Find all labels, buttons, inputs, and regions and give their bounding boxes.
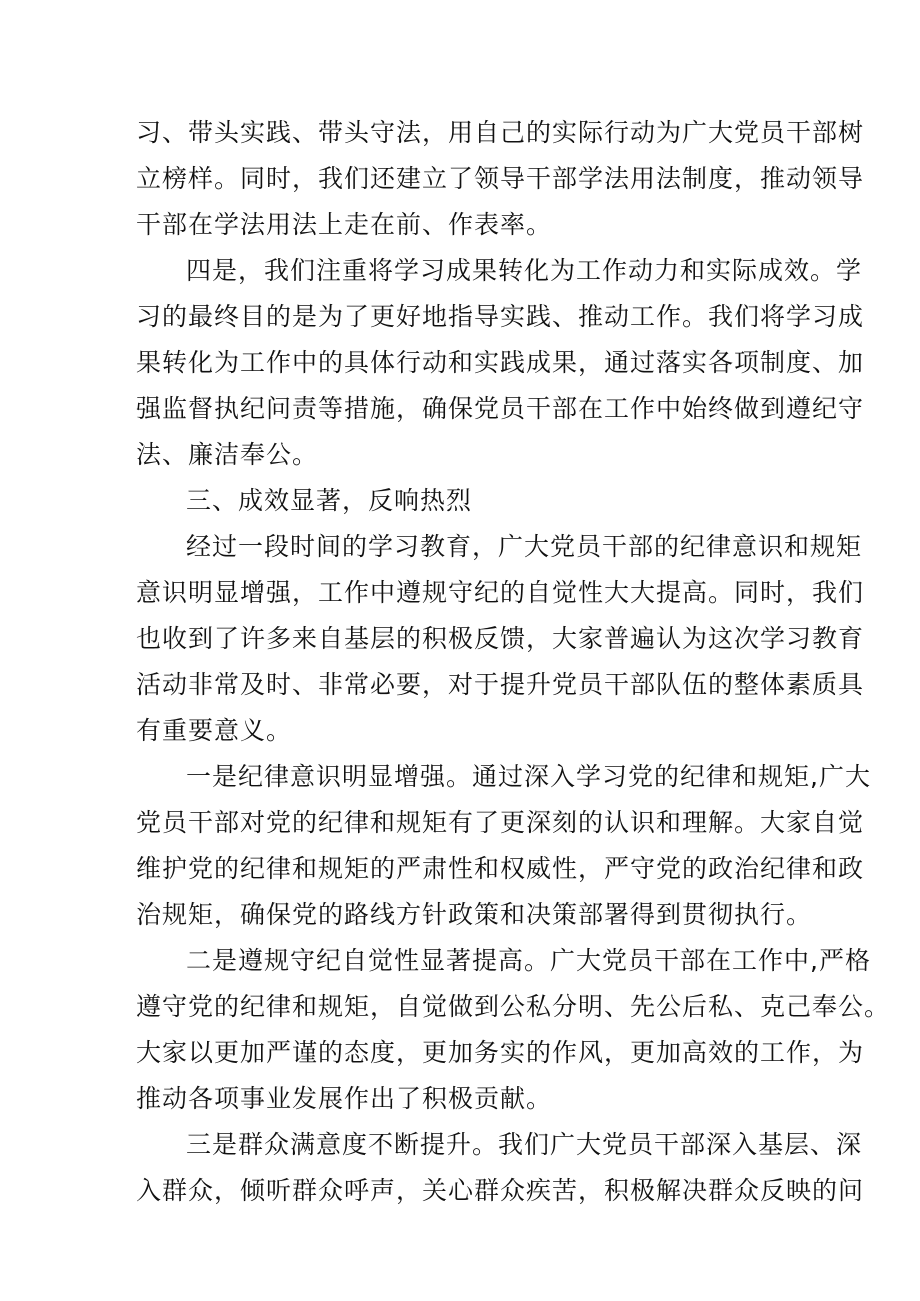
- text-line: 入群众，倾听群众呼声，关心群众疾苦，积极解决群众反映的问: [136, 1176, 865, 1205]
- heading-line: 三、成效显著，反响热烈: [186, 486, 473, 515]
- text-line: 干部在学法用法上走在前、作表率。: [136, 210, 553, 239]
- text-line: 党员干部对党的纪律和规矩有了更深刻的认识和理解。大家自觉: [136, 808, 865, 837]
- text-line: 果转化为工作中的具体行动和实践成果，通过落实各项制度、加: [136, 348, 865, 377]
- text-line: 法、廉洁奉公。: [136, 440, 319, 469]
- text-line: 经过一段时间的学习教育，广大党员干部的纪律意识和规矩: [186, 532, 863, 561]
- text-line: 习、带头实践、带头守法，用自己的实际行动为广大党员干部树: [136, 118, 865, 147]
- text-line: 大家以更加严谨的态度，更加务实的作风，更加高效的工作，为: [136, 1038, 865, 1067]
- paragraph-intro: [136, 524, 865, 754]
- text-line: 一是纪律意识明显增强。通过深入学习党的纪律和规矩,广大: [186, 762, 871, 791]
- text-line: 遵守党的纪律和规矩，自觉做到公私分明、先公后私、克己奉公。: [136, 992, 891, 1021]
- text-line: 有重要意义。: [136, 716, 293, 745]
- paragraph-point-four: [136, 248, 865, 478]
- text-line: 立榜样。同时，我们还建立了领导干部学法用法制度，推动领导: [136, 164, 865, 193]
- text-line: 强监督执纪问责等措施，确保党员干部在工作中始终做到遵纪守: [136, 394, 865, 423]
- text-line: 推动各项事业发展作出了积极贡献。: [136, 1084, 553, 1113]
- text-line: 二是遵规守纪自觉性显著提高。广大党员干部在工作中,严格: [186, 946, 871, 975]
- text-line: 维护党的纪律和规矩的严肃性和权威性，严守党的政治纪律和政: [136, 854, 865, 883]
- text-line: 三是群众满意度不断提升。我们广大党员干部深入基层、深: [186, 1130, 863, 1159]
- text-line: 也收到了许多来自基层的积极反馈，大家普遍认为这次学习教育: [136, 624, 865, 653]
- text-line: 习的最终目的是为了更好地指导实践、推动工作。我们将学习成: [136, 302, 865, 331]
- paragraph-continuation: [136, 110, 865, 248]
- text-line: 意识明显增强，工作中遵规守纪的自觉性大大提高。同时，我们: [136, 578, 865, 607]
- text-line: 活动非常及时、非常必要，对于提升党员干部队伍的整体素质具: [136, 670, 865, 699]
- paragraph-point-two: [136, 938, 891, 1122]
- paragraph-point-three: [136, 1122, 865, 1214]
- paragraph-point-one: [136, 754, 871, 938]
- document-page: [136, 110, 891, 1214]
- text-line: 四是，我们注重将学习成果转化为工作动力和实际成效。学: [186, 256, 863, 285]
- text-line: 治规矩，确保党的路线方针政策和决策部署得到贯彻执行。: [136, 900, 813, 929]
- section-heading: [136, 478, 786, 524]
